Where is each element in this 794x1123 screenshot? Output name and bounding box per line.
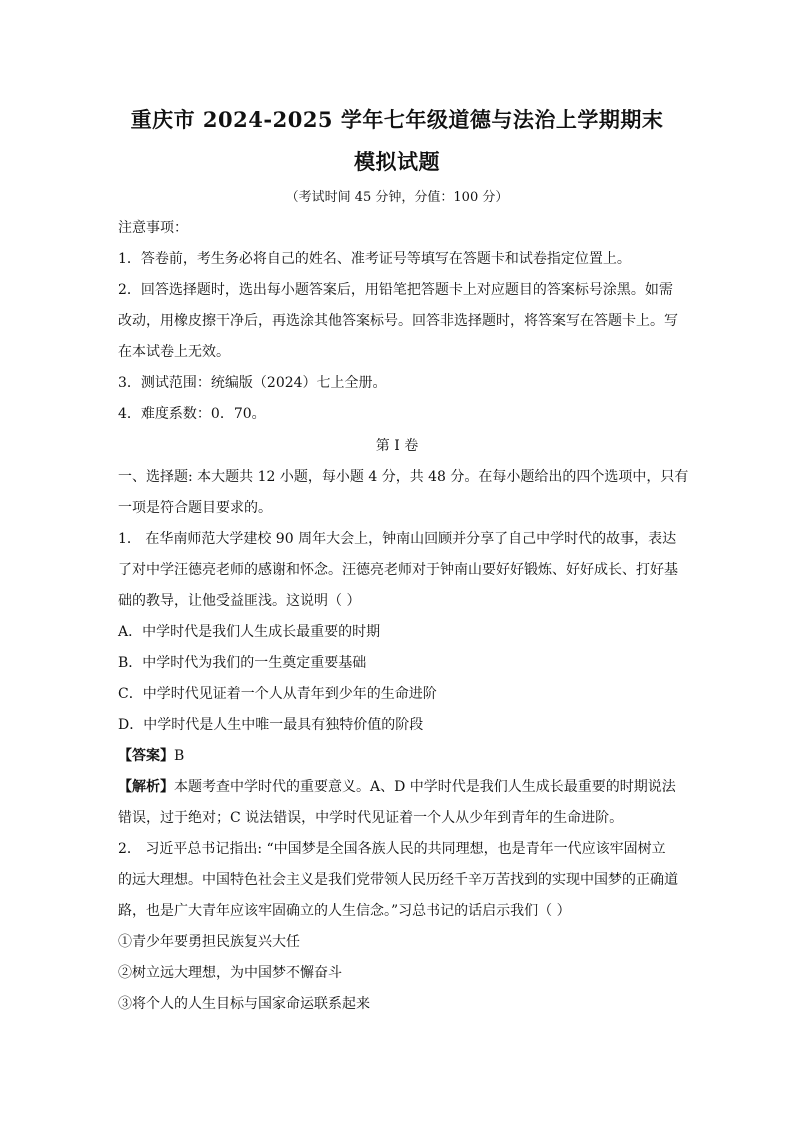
section-intro-line2: 一项是符合题目要求的。 <box>118 500 272 516</box>
q2-stem-line1: 2． 习近平总书记指出: “中国梦是全国各族人民的共同理想，也是青年一代应该牢固树立 <box>118 841 666 857</box>
q1-analysis-line2: 错误，过于绝对；C 说法错误，中学时代见证着一个人从少年到青年的生命进阶。 <box>118 810 624 826</box>
analysis-label: 【解析】 <box>118 779 174 795</box>
q1-option-a: A．中学时代是我们人生成长最重要的时期 <box>118 624 381 640</box>
exam-info: （考试时间 45 分钟，分值：100 分） <box>285 190 509 205</box>
q2-stem-line3: 路，也是广大青年应该牢固确立的人生信念。”习总书记的话启示我们（ ） <box>118 903 571 919</box>
q1-option-d: D．中学时代是人生中唯一最具有独特价值的阶段 <box>118 717 424 733</box>
note-item-1: 1．答卷前，考生务必将自己的姓名、准考证号等填写在答题卡和试卷指定位置上。 <box>118 251 631 267</box>
note-item-4: 4．难度系数：0．70。 <box>118 406 266 422</box>
q1-analysis-line1 <box>118 778 688 796</box>
q1-stem-line1: 1． 在华南师范大学建校 90 周年大会上，钟南山回顾并分享了自己中学时代的故事，表达 <box>118 531 677 547</box>
q1-option-b: B．中学时代为我们的一生奠定重要基础 <box>118 655 367 671</box>
notes-heading: 注意事项： <box>118 220 188 236</box>
q2-stem-line2: 的远大理想。中国特色社会主义是我们党带领人民历经千辛万苦找到的实现中国梦的正确道 <box>118 872 678 888</box>
page-title-line2: 模拟试题 <box>354 149 440 174</box>
note-item-3: 3．测试范围：统编版（2024）七上全册。 <box>118 375 387 391</box>
q1-option-c: C．中学时代见证着一个人从青年到少年的生命进阶 <box>118 686 437 702</box>
q2-statement-2: ②树立远大理想，为中国梦不懈奋斗 <box>118 965 342 981</box>
note-item-2-line3: 在本试卷上无效。 <box>118 344 230 360</box>
note-item-2-line1: 2．回答选择题时，选出每小题答案后，用铅笔把答题卡上对应题目的答案标号涂黑。如需 <box>118 282 673 298</box>
answer-value: B <box>174 748 185 764</box>
page-title: 重庆市 2024-2025 学年七年级道德与法治上学期期末 <box>130 107 664 132</box>
note-item-2-line2: 改动，用橡皮擦干净后，再选涂其他答案标号。回答非选择题时，将答案写在答题卡上。写 <box>118 313 678 329</box>
q1-answer <box>118 747 688 765</box>
q1-stem-line2: 了对中学汪德亮老师的感谢和怀念。汪德亮老师对于钟南山要好好锻炼、好好成长、打好基 <box>118 562 678 578</box>
q2-statement-1: ①青少年要勇担民族复兴大任 <box>118 934 300 950</box>
answer-label: 【答案】 <box>118 748 174 764</box>
section-intro-line1: 一、选择题: 本大题共 12 小题，每小题 4 分，共 48 分。在每小题给出的四个选项中，只有 <box>118 469 689 485</box>
q2-statement-3: ③将个人的人生目标与国家命运联系起来 <box>118 996 370 1012</box>
volume-heading: 第 I 卷 <box>375 438 419 454</box>
analysis-text: 本题考查中学时代的重要意义。A、D 中学时代是我们人生成长最重要的时期说法 <box>174 779 676 795</box>
q1-stem-line3: 础的教导，让他受益匪浅。这说明（ ） <box>118 593 361 609</box>
